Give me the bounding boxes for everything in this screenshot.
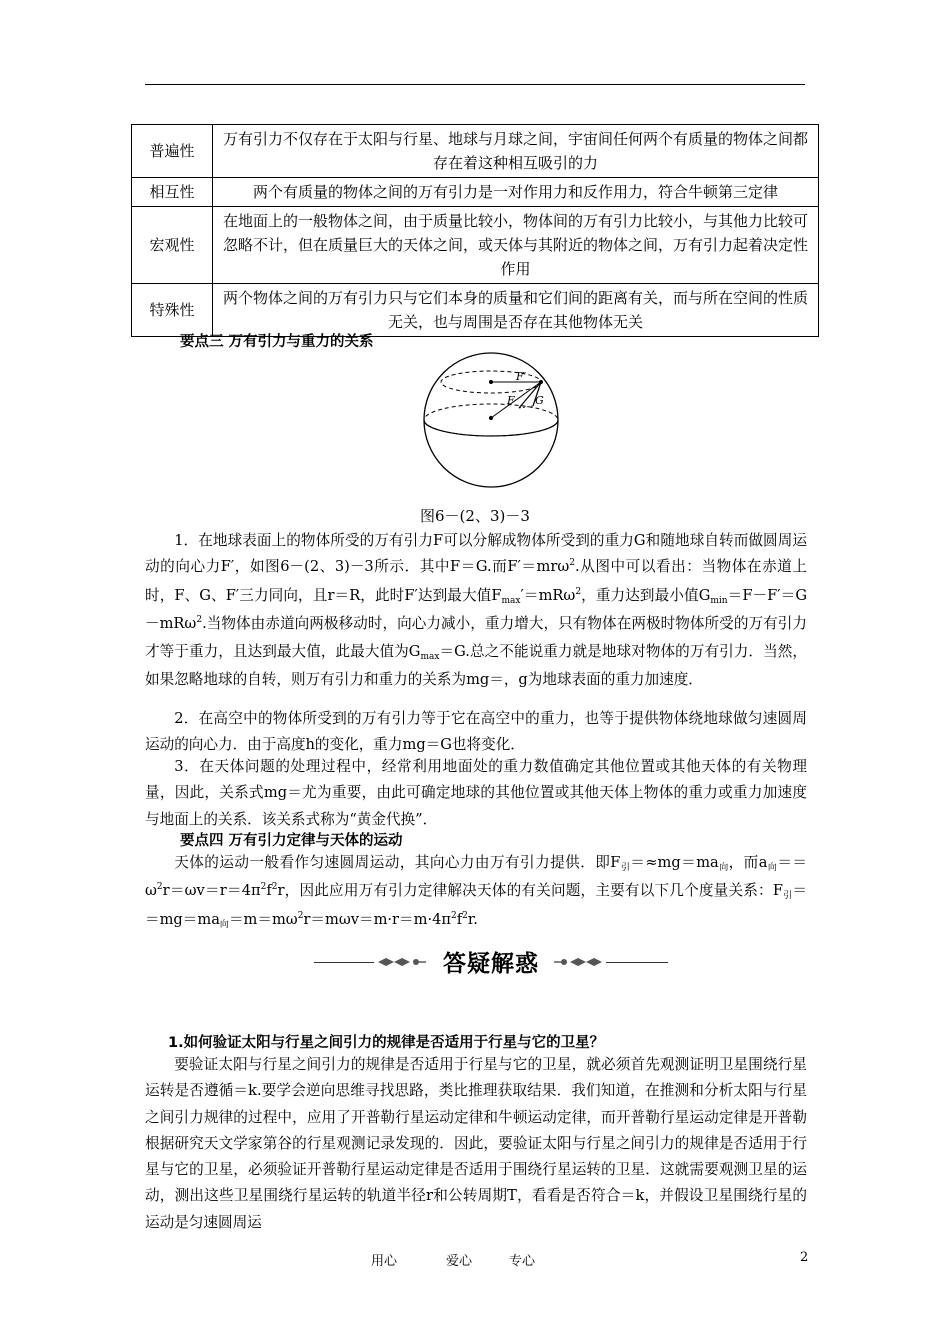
object-dot <box>539 380 543 384</box>
banner-line-left <box>314 962 374 963</box>
footer-left: 用心 <box>371 1254 398 1269</box>
table-key: 宏观性 <box>132 207 213 284</box>
table-value: 两个有质量的物体之间的万有引力是一对作用力和反作用力，符合牛顿第三定律 <box>213 178 819 207</box>
latitude-center-dot <box>489 380 493 384</box>
paragraph-3: 3．在天体问题的处理过程中，经常利用地面处的重力数值确定其他位置或其他天体的有关物理量，因此，关系式mg＝尤为重要，由此可确定地球的其他位置或其他天体上物体的重力或重力加速度与地面上的关系．该关系式称为“黄金代换”． <box>145 758 807 828</box>
earth-gravity-figure <box>421 346 561 491</box>
table-key: 特殊性 <box>132 284 213 337</box>
table-key: 普遍性 <box>132 125 213 178</box>
table-value: 在地面上的一般物体之间，由于质量比较小，物体间的万有引力比较小，与其他力比较可忽略不计，但在质量巨大的天体之间，或天体与其附近的物体之间，万有引力起着决定性作用 <box>213 207 819 284</box>
paragraph-4: 天体的运动一般看作匀速圆周运动，其向心力由万有引力提供．即$F_引=\approx mg=ma_向$，而$a_向==\omega^2r=\omega v=r=4\pi^2f^2r$，因此应用万有引力定律解决天体的有关问题，主要有以下几个度量关系：$F_引==mg=ma_向=m=m\omega^2r=m\omega v=m\cdot r=m\cdot 4\pi^2f^2r$. <box>145 854 807 930</box>
table-value: 两个物体之间的万有引力只与它们本身的质量和它们间的距离有关，而与所在空间的性质无关，也与周围是否存在其他物体无关 <box>213 284 819 337</box>
table-row <box>132 125 819 178</box>
footer-mid: 爱心 <box>446 1254 473 1269</box>
earth-center-dot <box>489 416 493 420</box>
table-row <box>132 178 819 207</box>
figure-caption: 图6－(2、3)－3 <box>420 507 530 525</box>
heading-point-4: 要点四 万有引力定律与天体的运动 <box>180 833 403 849</box>
footer-right: 专心 <box>509 1254 536 1269</box>
earth-radius-line <box>491 382 541 418</box>
banner-line-right <box>606 962 668 963</box>
section-title-banner <box>314 945 668 979</box>
question-1-title: 1.如何验证太阳与行星之间引力的规律是否适用于行星与它的卫星？ <box>168 1035 605 1051</box>
table-row <box>132 284 819 337</box>
gravity-properties-table <box>131 124 819 337</box>
g-label: G <box>535 394 544 407</box>
section-title-text: 答疑解惑 <box>443 951 539 977</box>
table-row <box>132 207 819 284</box>
f-prime-label: F′ <box>516 370 527 383</box>
question-1-body: 要验证太阳与行星之间引力的规律是否适用于行星与它的卫星，就必须首先观测证明卫星围绕行星运转是否遵循＝k.要学会逆向思维寻找思路，类比推理获取结果．我们知道，在推测和分析太阳与行星之间引力规律的过程中，应用了开普勒行星运动定律和牛顿运动定律，而开普勒行星运动定律是开普勒根据研究天文学家第谷的行星观测记录发现的．因此，要验证太阳与行星之间引力的规律是否适用于行星与它的卫星，必须验证开普勒行星运动定律是否适用于围绕行星运转的卫星．这就需要观测卫星的运动，测出这些卫星围绕行星运转的轨道半径r和公转周期T，看看是否符合＝k，并假设卫星围绕行星的运动是匀速圆周运 <box>145 1056 807 1231</box>
table-key: 相互性 <box>132 178 213 207</box>
heading-point-3: 要点三 万有引力与重力的关系 <box>180 334 374 350</box>
header-rule <box>145 84 805 85</box>
ornament-right-icon <box>554 955 604 969</box>
paragraph-2: 2．在高空中的物体所受到的万有引力等于它在高空中的重力，也等于提供物体绕地球做匀速圆周运动的向心力．由于高度h的变化，重力mg＝G也将变化． <box>145 710 807 754</box>
page-number: 2 <box>800 1250 809 1265</box>
table-value: 万有引力不仅存在于太阳与行星、地球与月球之间，宇宙间任何两个有质量的物体之间都存在着这种相互吸引的力 <box>213 125 819 178</box>
ornament-left-icon <box>376 955 426 969</box>
f-label: F <box>507 394 515 407</box>
paragraph-1: 1．在地球表面上的物体所受的万有引力F可以分解成物体所受到的重力G和随地球自转而做圆周运动的向心力F′，如图6－(2、3)－3所示．其中F＝G.而F′＝mrω$^2$.从图中可以看出：当物体在赤道上时，F、G、F′三力同向，且r＝R，此时F′达到最大值$F_{max}'=mR\omega^2$，重力达到最小值$G_{min}=F-F'=G-mR\omega^2$.当物体由赤道向两极移动时，向心力减小，重力增大，只有物体在两极时物体所受的万有引力才等于重力，且达到最大值，此最大值为$G_{max}=G$.总之不能说重力就是地球对物体的万有引力．当然，如果忽略地球的自转，则万有引力和重力的关系为mg＝，g为地球表面的重力加速度． <box>145 532 807 689</box>
equator-front <box>424 420 558 436</box>
